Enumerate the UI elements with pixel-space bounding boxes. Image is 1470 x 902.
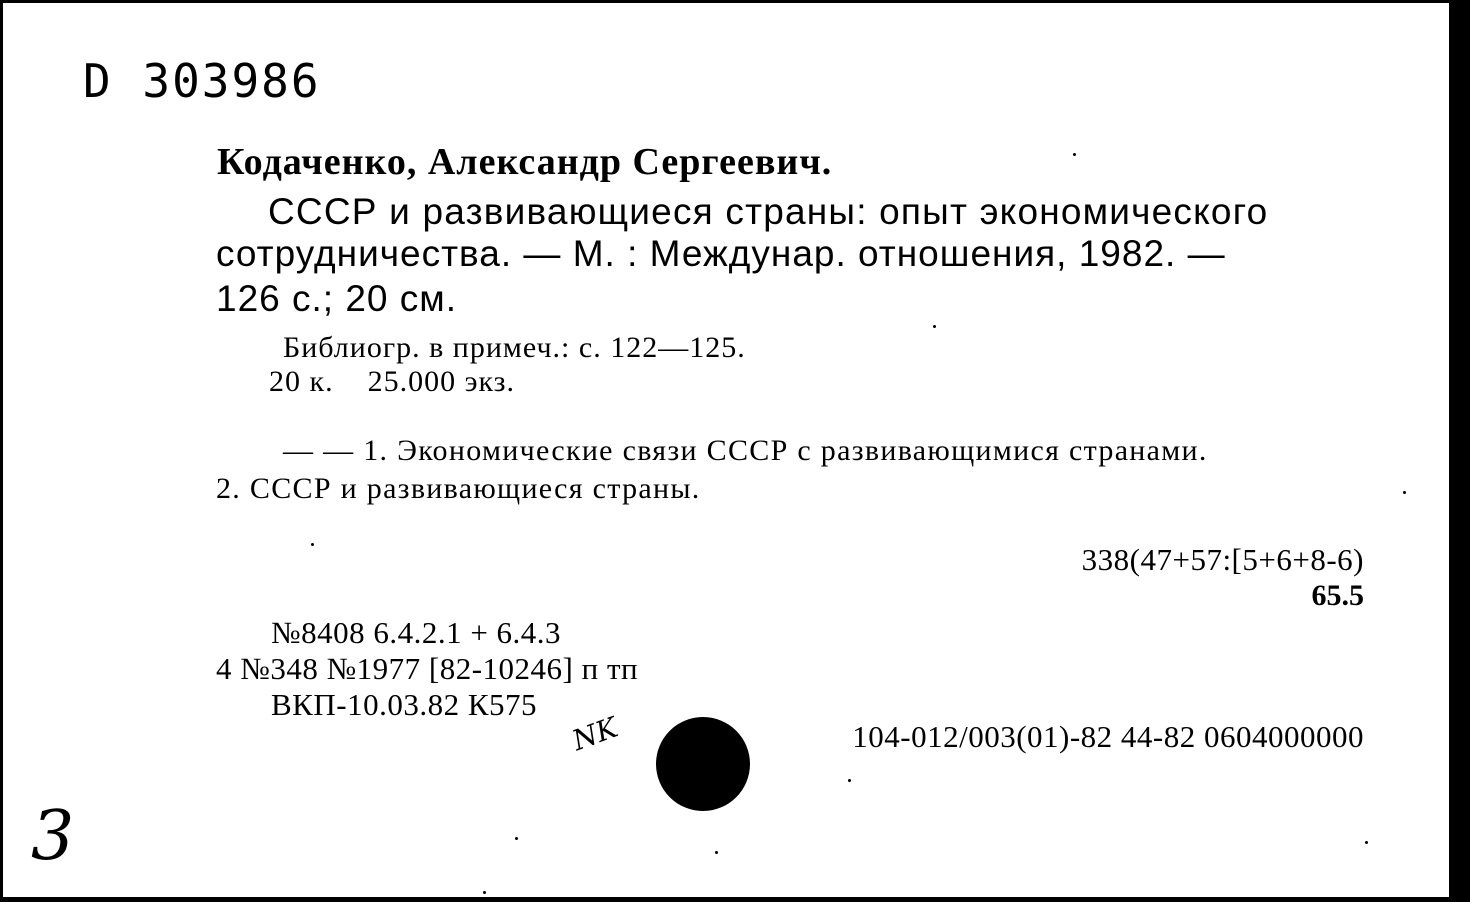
title-line-2: сотрудничества. — М. : Междунар. отношения, 1982. — — [216, 233, 1226, 274]
subject-heading-2: 2. СССР и развивающиеся страны. — [216, 472, 701, 505]
speck — [1403, 491, 1406, 494]
subject-heading-1: — — 1. Экономические связи СССР с развивающимися странами. — [283, 434, 1208, 467]
bibliography-note: Библиогр. в примеч.: с. 122—125. — [283, 331, 746, 364]
publisher-code: 104-012/003(01)-82 44-82 0604000000 — [852, 719, 1364, 754]
card-edge — [1449, 3, 1454, 897]
bbk-index: 65.5 — [1311, 579, 1364, 612]
author-heading: Кодаченко, Александр Сергеевич. — [217, 141, 833, 183]
handwritten-initials: NK — [567, 710, 622, 758]
tech-line-2: 4 №348 №1977 [82-10246] п тп — [216, 651, 639, 686]
punch-hole — [656, 717, 750, 811]
speck — [311, 543, 314, 546]
price-copies-note: 20 к. 25.000 экз. — [269, 365, 515, 398]
speck — [933, 325, 936, 328]
tech-line-1: №8408 6.4.2.1 + 6.4.3 — [271, 615, 562, 650]
speck — [515, 837, 518, 840]
udc-index: 338(47+57:[5+6+8-6) — [1081, 542, 1364, 577]
title-line-3: 126 с.; 20 см. — [216, 278, 458, 319]
speck — [1365, 841, 1368, 844]
title-line-1: СССР и развивающиеся страны: опыт экономического — [268, 191, 1269, 232]
speck — [1073, 153, 1076, 156]
call-number: D 303986 — [83, 54, 321, 108]
handwritten-number: 3 — [31, 797, 75, 876]
tech-line-3: ВКП-10.03.82 К575 — [271, 687, 537, 722]
speck — [715, 851, 718, 854]
speck — [483, 891, 486, 894]
catalog-card — [3, 3, 1454, 897]
speck — [848, 779, 851, 782]
